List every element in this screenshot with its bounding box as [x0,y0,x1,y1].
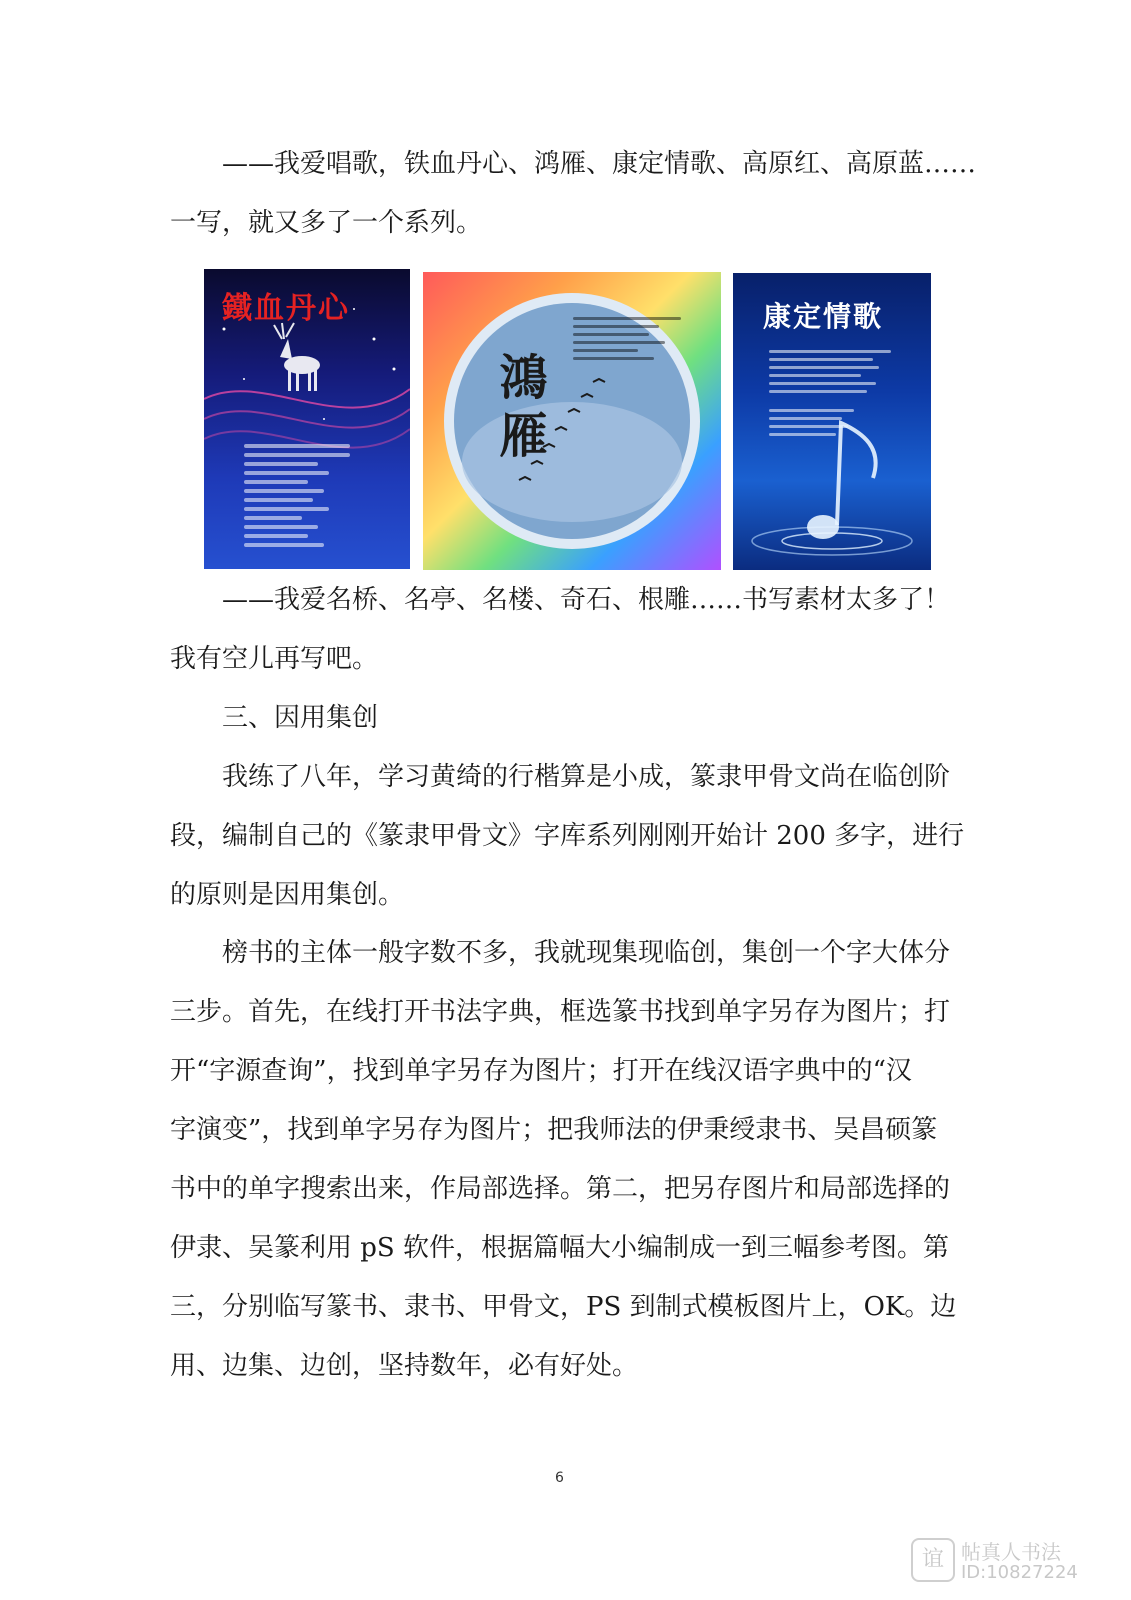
section-heading [170,689,960,748]
text-line: 一写，就又多了一个系列。 [170,208,483,238]
music-note-icon [733,273,931,570]
text-line: ——我爱名桥、名亭、名楼、奇石、根雕……书写素材太多了！ [222,585,951,615]
text-line: 开“字源查询”，找到单字另存为图片；打开在线汉语字典中的“汉 [170,1056,912,1086]
text-line: 我练了八年，学习黄绮的行楷算是小成，篆隶甲骨文尚在临创阶 [222,762,951,792]
poster-title: 康定情歌 [763,300,884,333]
text-line: 段，编制自己的《篆隶甲骨文》字库系列刚刚开始计 200 多字，进行 [170,821,965,851]
poster-tiexue-danxin [204,269,410,569]
paragraph-famous-places [170,571,960,689]
poster-title: 鐵血丹心 [222,291,350,326]
poster-text-block [573,312,681,365]
text-line: 榜书的主体一般字数不多，我就现集现临创，集创一个字大体分 [222,938,951,968]
text-line: 书中的单字搜索出来，作局部选择。第二，把另存图片和局部选择的 [170,1174,951,1204]
watermark-logo-icon: 谊 [911,1538,955,1582]
paragraph-practice [170,748,965,925]
paragraph-method [170,924,960,1396]
text-line: 字演变”，找到单字另存为图片；把我师法的伊秉绶隶书、吴昌硕篆 [170,1115,938,1145]
watermark-name: 帖真人书法 [961,1540,1061,1564]
text-line: 的原则是因用集创。 [170,880,405,910]
poster-kangding-qingge [733,273,931,570]
text-line: 三步。首先，在线打开书法字典，框选篆书找到单字另存为图片；打 [170,997,951,1027]
poster-text-block [244,439,350,552]
page-number: 6 [555,1470,564,1486]
watermark [911,1534,1111,1586]
text-line: 我有空儿再写吧。 [170,644,379,674]
watermark-id: ID:10827224 [961,1562,1078,1583]
heading-text: 三、因用集创 [222,703,379,733]
paragraph-singing [170,135,977,253]
poster-title: 鴻雁 [491,352,547,468]
text-line: ——我爱唱歌，铁血丹心、鸿雁、康定情歌、高原红、高原蓝…… [222,149,977,179]
text-line: 伊隶、吴篆利用 pS 软件，根据篇幅大小编制成一到三幅参考图。第 [170,1233,949,1263]
poster-hongyan [423,272,721,570]
text-line: 用、边集、边创，坚持数年，必有好处。 [170,1351,639,1381]
text-line: 三，分别临写篆书、隶书、甲骨文，PS 到制式模板图片上，OK。边 [170,1292,957,1322]
